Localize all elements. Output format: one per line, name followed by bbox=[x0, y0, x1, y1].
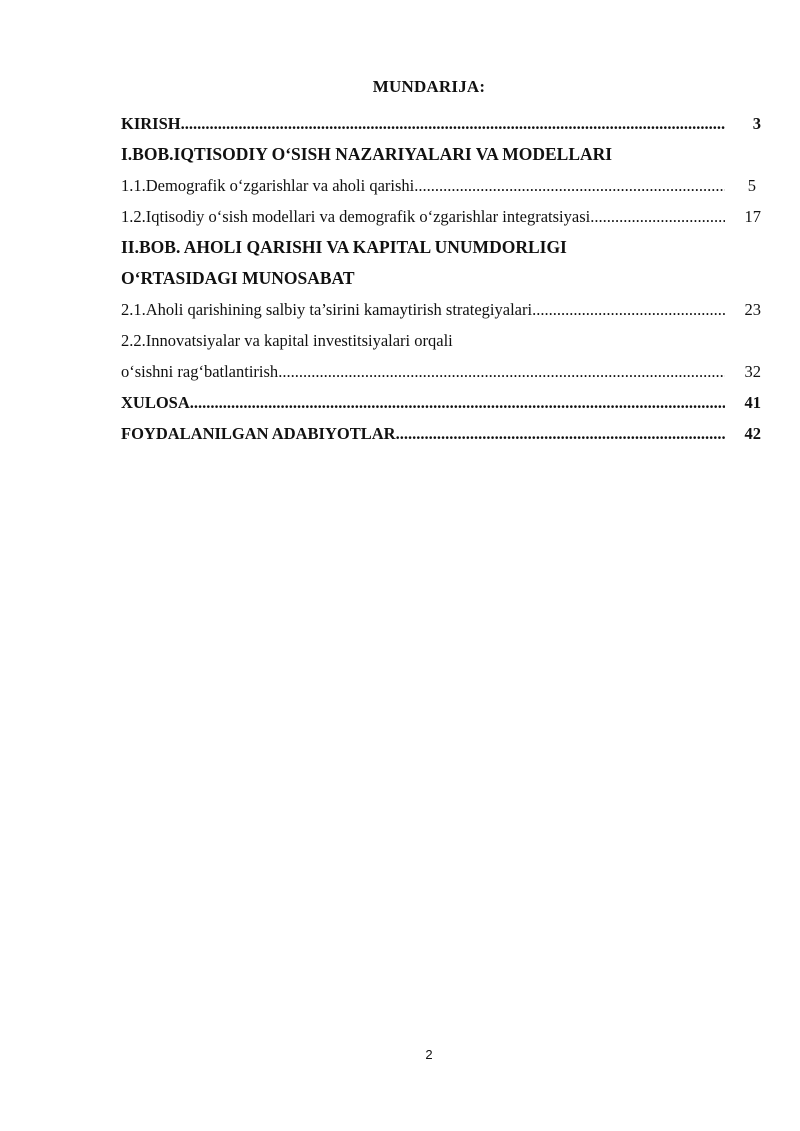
toc-entry-page: 32 bbox=[744, 362, 761, 381]
dot-leader bbox=[590, 207, 725, 226]
dot-leader bbox=[181, 114, 725, 133]
toc-entry-label: 2.1.Aholi qarishining salbiy ta’sirini kamaytirish strategiyalari bbox=[121, 300, 533, 319]
chapter-heading-2-line2[interactable]: O‘RTASIDAGI MUNOSABAT bbox=[121, 268, 355, 288]
toc-entry-label: XULOSA bbox=[121, 393, 190, 412]
toc-entry-page: 5 bbox=[747, 176, 756, 195]
page-number: 2 bbox=[425, 1047, 433, 1062]
toc-entry-label: o‘sishni rag‘batlantirish bbox=[121, 362, 279, 381]
toc-entry-page: 42 bbox=[744, 424, 761, 443]
dot-leader bbox=[414, 176, 725, 195]
dot-leader bbox=[532, 300, 725, 319]
toc-entry-adabiyotlar[interactable] bbox=[121, 418, 761, 449]
chapter-heading-2-line1[interactable]: II.BOB. AHOLI QARISHI VA KAPITAL UNUMDORLIGI bbox=[121, 237, 567, 257]
toc-entry-page: 23 bbox=[744, 300, 761, 319]
toc-entry-page: 3 bbox=[752, 114, 761, 133]
toc-entry-label: 1.2.Iqtisodiy o‘sish modellari va demografik o‘zgarishlar integratsiyasi bbox=[121, 207, 591, 226]
toc-entry-1-2[interactable] bbox=[121, 201, 761, 232]
toc-entry-label: 1.1.Demografik o‘zgarishlar va aholi qarishi bbox=[121, 176, 415, 195]
toc-entry-1-1[interactable] bbox=[121, 170, 761, 201]
dot-leader bbox=[396, 424, 725, 443]
toc-entry-label: KIRISH bbox=[121, 114, 181, 133]
dot-leader bbox=[278, 362, 725, 381]
toc-entry-2-2[interactable] bbox=[121, 356, 761, 387]
toc-entry-label: FOYDALANILGAN ADABIYOTLAR bbox=[121, 424, 396, 443]
toc-title: MUNDARIJA: bbox=[372, 77, 486, 96]
chapter-heading-1[interactable]: I.BOB.IQTISODIY O‘SISH NAZARIYALARI VA MODELLARI bbox=[121, 144, 613, 164]
toc-entry-xulosa[interactable] bbox=[121, 387, 761, 418]
toc-entry-kirish[interactable] bbox=[121, 108, 761, 139]
toc-entry-page: 41 bbox=[744, 393, 761, 412]
dot-leader bbox=[190, 393, 725, 412]
toc-entry-page: 17 bbox=[744, 207, 761, 226]
toc-entry-2-2-line1[interactable]: 2.2.Innovatsiyalar va kapital investitsiyalari orqali bbox=[121, 331, 453, 350]
table-of-contents bbox=[121, 108, 761, 449]
toc-entry-2-1[interactable] bbox=[121, 294, 761, 325]
